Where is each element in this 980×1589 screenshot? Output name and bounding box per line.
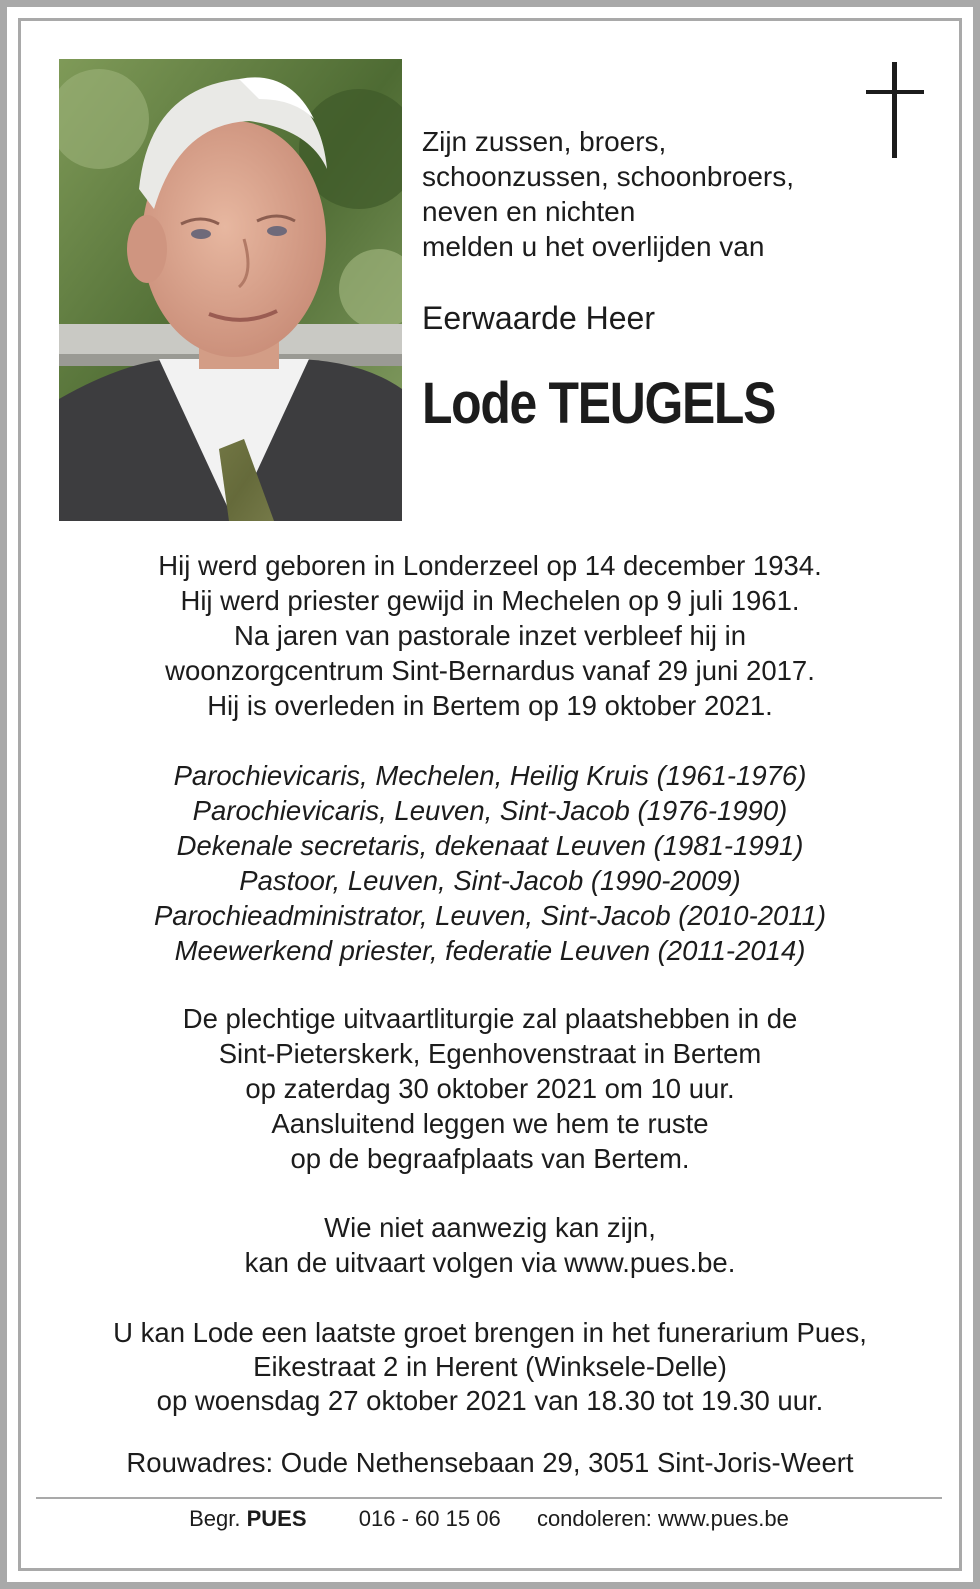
funeral-line: op zaterdag 30 oktober 2021 om 10 uur. — [245, 1073, 735, 1104]
funeral-line: Aansluitend leggen we hem te ruste — [271, 1108, 709, 1139]
bio-line: Hij werd geboren in Londerzeel op 14 december 1934. — [158, 550, 822, 581]
funeral-details — [20, 1001, 960, 1176]
visitation-info — [20, 1316, 960, 1418]
bio-line: Na jaren van pastorale inzet verbleef hij in — [233, 620, 747, 651]
deceased-name: Lode TEUGELS — [422, 371, 776, 436]
career-line: Parochievicaris, Mechelen, Heilig Kruis (1961-1976) — [173, 760, 807, 791]
funeral-line: Sint-Pieterskerk, Egenhovenstraat in Bertem — [218, 1038, 762, 1069]
intro-line: melden u het overlijden van — [422, 231, 765, 262]
career-line: Meewerkend priester, federatie Leuven (2011-2014) — [174, 935, 806, 966]
footer-condolence-link[interactable]: condoleren: www.pues.be — [536, 1506, 789, 1531]
online-stream-info — [20, 1210, 960, 1280]
intro-line: neven en nichten — [422, 196, 636, 227]
portrait-photo — [59, 59, 402, 521]
footer-phone: 016 - 60 15 06 — [358, 1506, 501, 1531]
honorific: Eerwaarde Heer — [422, 300, 655, 336]
mourning-address: Rouwadres: Oude Nethensebaan 29, 3051 Sint-Joris-Weert — [126, 1447, 854, 1478]
footer-company: PUES — [246, 1506, 307, 1531]
career-list — [20, 758, 960, 968]
footer — [36, 1503, 942, 1535]
footer-prefix: Begr. — [189, 1506, 241, 1531]
visit-line: op woensdag 27 oktober 2021 van 18.30 tot 19.30 uur. — [156, 1385, 824, 1416]
funeral-line: De plechtige uitvaartliturgie zal plaatshebben in de — [182, 1003, 798, 1034]
online-line: Wie niet aanwezig kan zijn, — [324, 1212, 656, 1243]
bio-line: Hij is overleden in Bertem op 19 oktober 2021. — [207, 690, 773, 721]
cross-icon — [866, 62, 924, 158]
bio-line: woonzorgcentrum Sint-Bernardus vanaf 29 juni 2017. — [165, 655, 815, 686]
career-line: Pastoor, Leuven, Sint-Jacob (1990-2009) — [239, 865, 741, 896]
visit-line: U kan Lode een laatste groet brengen in het funerarium Pues, — [113, 1317, 867, 1348]
funeral-line: op de begraafplaats van Bertem. — [290, 1143, 690, 1174]
visit-line: Eikestraat 2 in Herent (Winksele-Delle) — [253, 1351, 727, 1382]
intro-text — [422, 124, 852, 264]
footer-divider — [36, 1497, 942, 1499]
career-line: Parochievicaris, Leuven, Sint-Jacob (1976-1990) — [192, 795, 788, 826]
online-line: kan de uitvaart volgen via www.pues.be. — [244, 1247, 736, 1278]
intro-line: Zijn zussen, broers, — [422, 126, 667, 157]
career-line: Dekenale secretaris, dekenaat Leuven (1981-1991) — [176, 830, 804, 861]
bio-line: Hij werd priester gewijd in Mechelen op 9 juli 1961. — [180, 585, 800, 616]
career-line: Parochieadministrator, Leuven, Sint-Jacob (2010-2011) — [153, 900, 827, 931]
intro-line: schoonzussen, schoonbroers, — [422, 161, 794, 192]
biography — [20, 548, 960, 723]
